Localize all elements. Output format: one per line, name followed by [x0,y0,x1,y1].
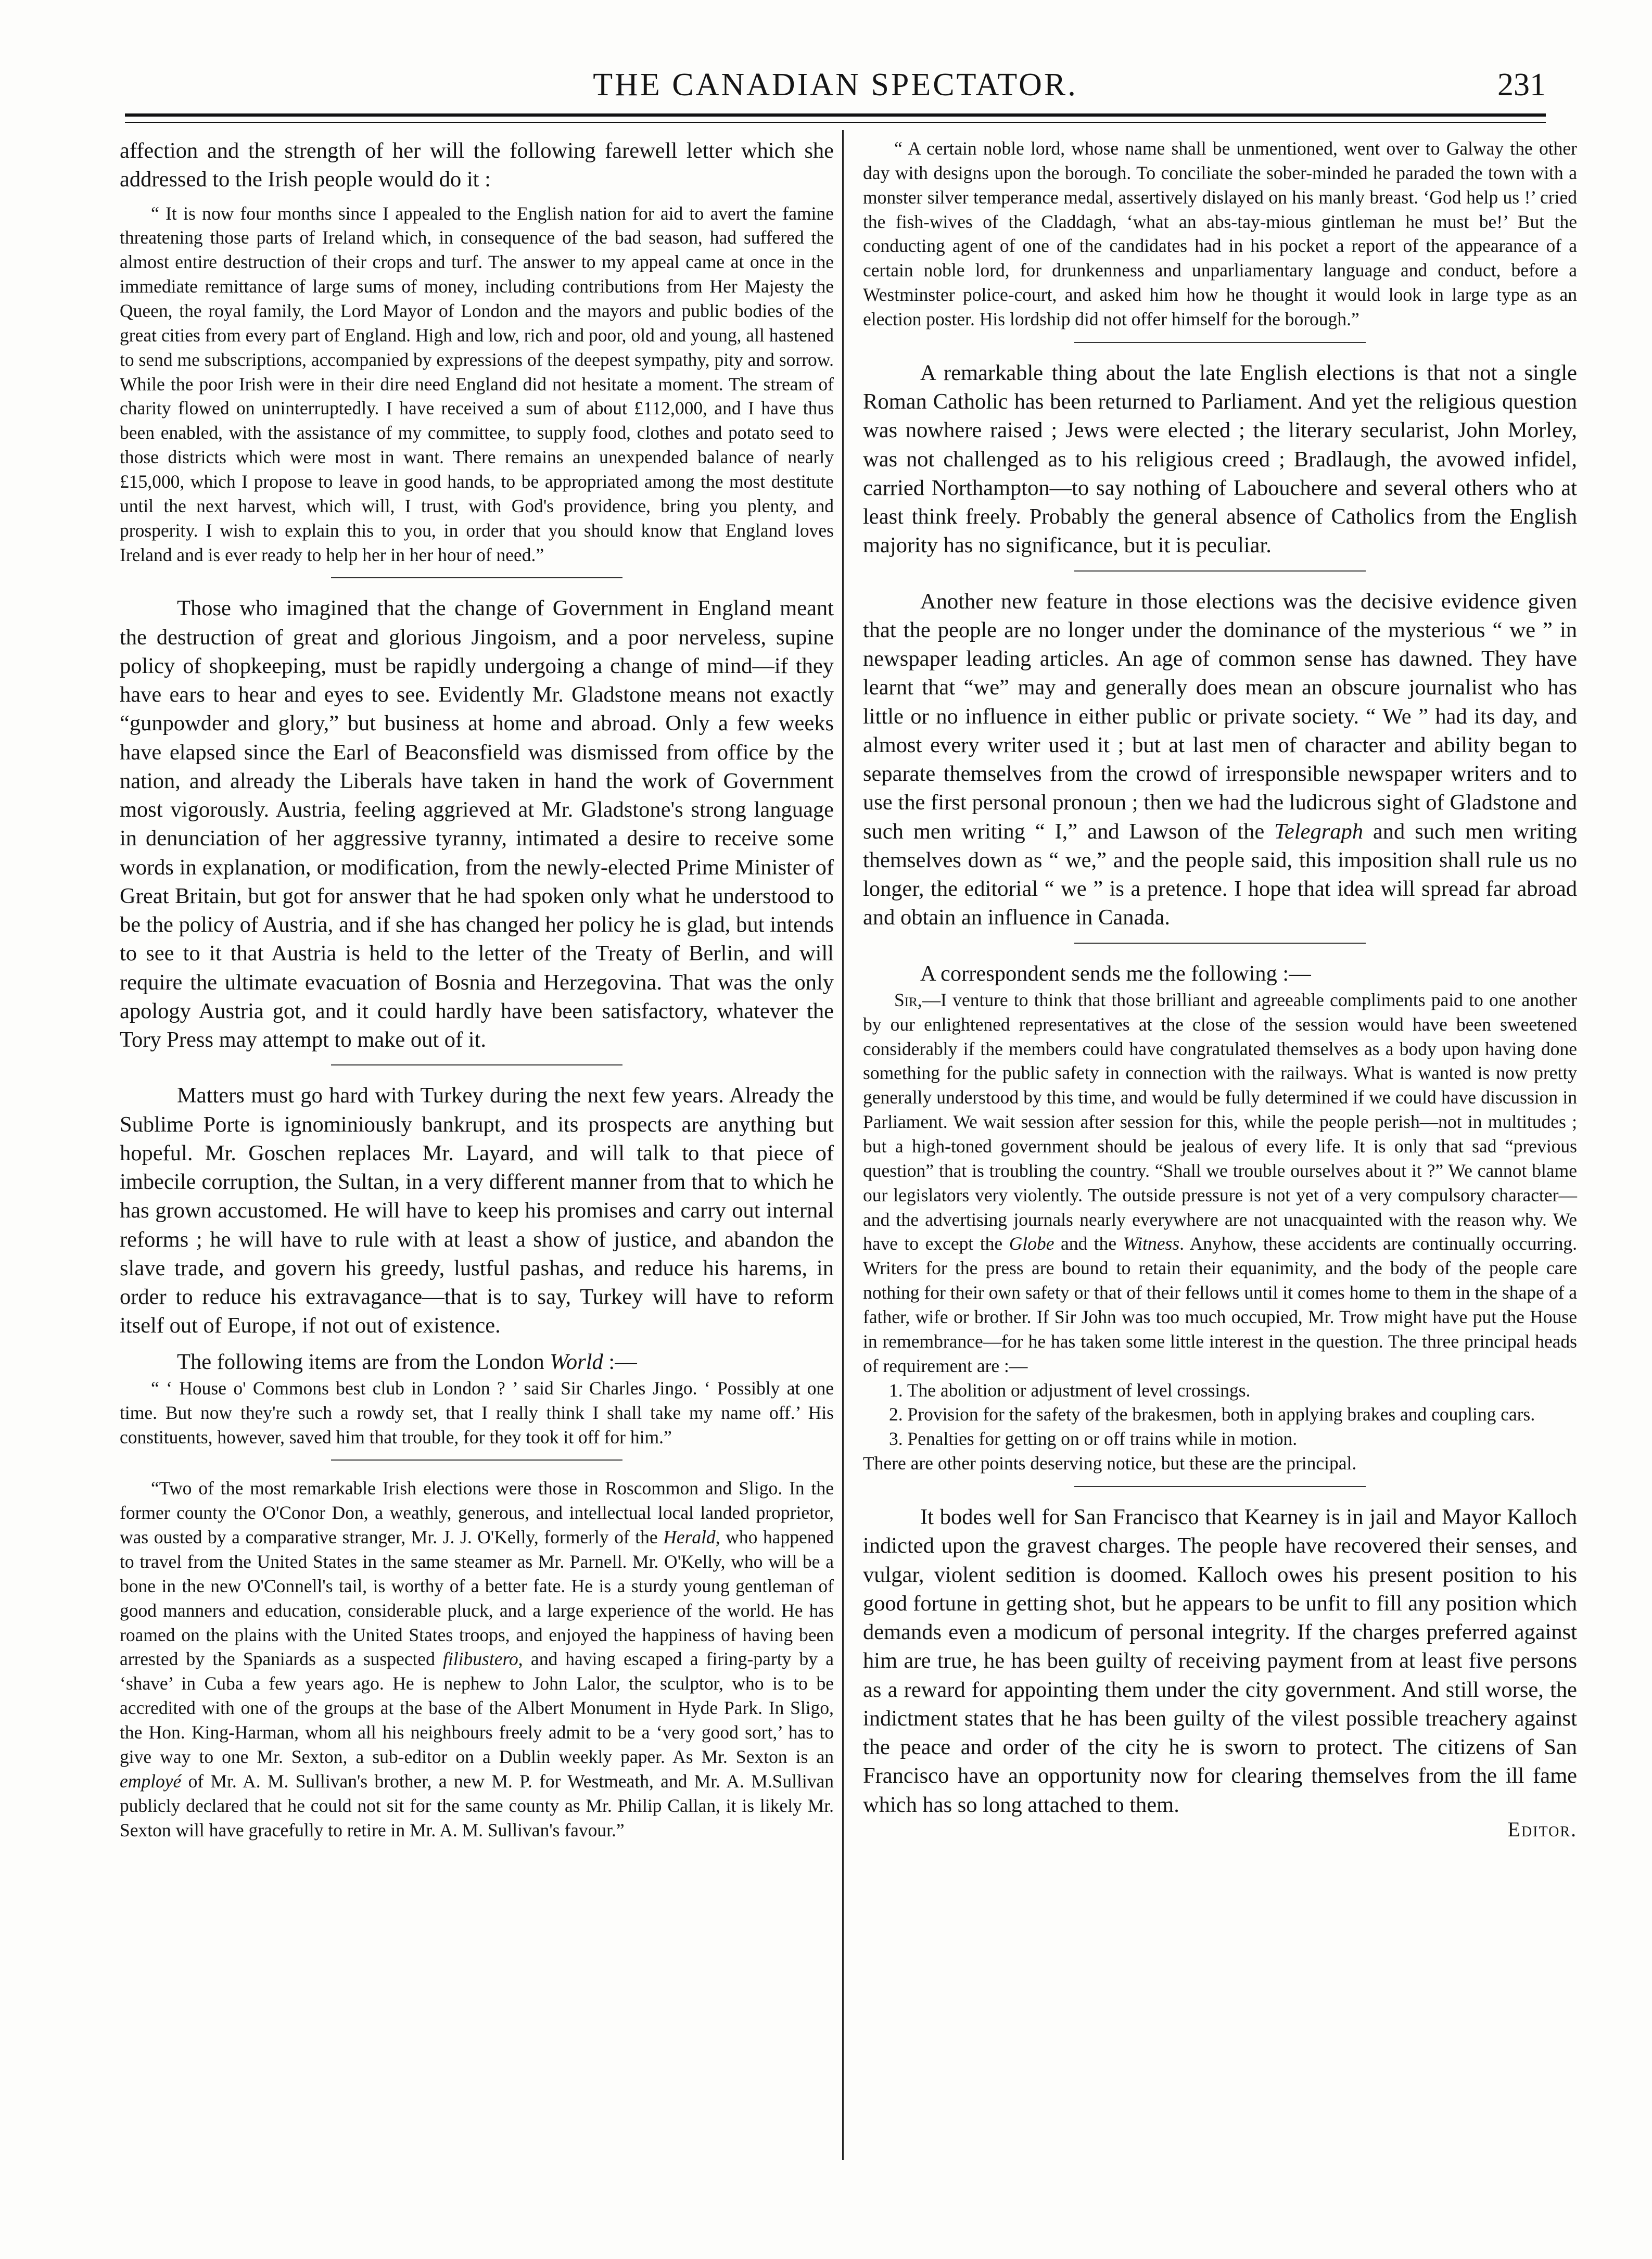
article-paragraph-catholics: A remarkable thing about the late English elections is that not a single Roman Catholic has been returned to Parliament. And yet the religious question was nowhere raised ; Jews were elected ; the literary secularist, John Morley, was not challenged as to his religious creed ; Bradlaugh, the avowed infidel, carried Northampton—to say nothing of Labouchere and several others who at least think freely. Probably the general absence of Catholics from the English majority has no significance, but it is peculiar. [863,360,1577,558]
article-paragraph-correspondent: A correspondent sends me the following :— [920,961,1311,986]
publication-name: World [550,1349,603,1374]
correspondent-letter: Sir,—I venture to think that those brilliant and agreeable compliments paid to one another by our enlightened representatives at the close of the session would have been sweetened considerably if the members could have congratulated themselves as a body upon having done something for the public safety in connection with the railways. What is wanted is now pretty generally understood by this time, and would be fully determined if we could have discussion in Parliament. We wait session after session for this, while the people perish—not in multitudes ; but a high-toned government should be jealous of every life. It is only that sad “previous question” that is troubling the country. “Shall we trouble ourselves about it ?” We cannot blame our legislators very violently. The outside pressure is not yet of a very compulsory character—and the advertising journals nearly everywhere are not unacquainted with the reason why. We have to except the Globe and the Witness. Anyhow, these accidents are continually occurring. Writers for the press are bound to retain their equanimity, and the body of the people care nothing for their own safety or that of their fellows until it comes home to them in the shape of a father, wife or brother. If Sir John was too much occupied, Mr. Trow might have put the House in remembrance—for he has taken some little interest in the question. The three principal heads of requirement are :— [863,989,1577,1376]
quoted-item-jingo: “ ‘ House o' Commons best club in London ? ’ said Sir Charles Jingo. ‘ Possibly at one time. But now they're such a rowdy set, that I really think I shall take my name off.’ His constituents, however, saved him that trouble, for they took it off for him.” [120,1377,834,1448]
article-paragraph: affection and the strength of her will the following farewell letter which she addressed to the Irish people would do it : [120,138,834,192]
page-number: 231 [1497,67,1546,103]
quoted-letter: “ It is now four months since I appealed to the English nation for aid to avert the famine threatening those parts of Ireland which, in consequence of the bad season, had suffered the almost entire destruction of their crops and turf. The answer to my appeal came at once in the immediate remittance of large sums of money, including contributions from Her Majesty the Queen, the royal family, the Lord Mayor of London and the mayors and public bodies of the great cities from every part of England. High and low, rich and poor, old and young, all hastened to send me subscriptions, accompanied by expressions of the deepest sympathy, pity and sorrow. While the poor Irish were in their dire need England did not hesitate a moment. The stream of charity flowed on uninterruptedly. I have received a sum of about £112,000, and I have thus been enabled, with the assistance of my committee, to supply food, clothes and potato seed to those districts which were most in want. There remains an unexpended balance of nearly £15,000, which I propose to leave in good hands, to be appropriated among the most destitute until the next harvest, which will, I trust, with God's providence, bring you plenty, and prosperity. I wish to explain this to you, in order that you should know that England loves Ireland and is ever ready to help her in her hour of need.” [120,202,834,565]
section-separator [331,1460,622,1461]
column-divider [842,130,844,2160]
publication-title: THE CANADIAN SPECTATOR. [593,67,1078,103]
section-separator [1074,570,1366,572]
list-item: 2. Provision for the safety of the brakesmen, both in applying brakes and coupling cars. [889,1404,1535,1425]
left-column [120,136,834,1842]
quoted-item-noble-lord: “ A certain noble lord, whose name shall be unmentioned, went over to Galway the other day with designs upon the borough. To conciliate the sober-minded he paraded the town with a monster silver temperance medal, assertively dislayed on his manly breast. ‘God help us !’ cried the fish-wives of the Claddagh, ‘what an abs-tay-mious gintleman he must be!’ But the conducting agent of one of the candidates had in his pocket a report of the appearance of a certain noble lord, for drunkenness and unparliamentary language and conduct, before a Westminster police-court, and asked him how he thought it would look in large type as an election poster. His lordship did not offer himself for the borough.” [863,138,1577,330]
article-paragraph-gladstone: Those who imagined that the change of Government in England meant the destruction of great and glorious Jingoism, and a poor nerveless, supine policy of shopkeeping, must be rapidly undergoing a change of mind—if they have ears to hear and eyes to see. Evidently Mr. Gladstone means not exactly “gunpowder and glory,” but business at home and abroad. Only a few weeks have elapsed since the Earl of Beaconsfield was dismissed from office by the nation, and already the Liberals have taken in hand the work of Government most vigorously. Austria, feeling aggrieved at Mr. Gladstone's strong language in denunciation of her aggressive tyranny, intimated a desire to receive some words in explanation, or modification, from the newly-elected Prime Minister of Great Britain, but got for answer that he had spoken only what he understood to be the policy of Austria, and if she has changed her policy he is glad, but intends to see to it that Austria is held to the letter of the Treaty of Berlin, and will require the ultimate evacuation of Bosnia and Herzegovina. That was the only apology Austria got, and it could hardly have been satisfactory, whatever the Tory Press may attempt to make out of it. [120,596,834,1052]
list-item: 3. Penalties for getting on or off trains while in motion. [889,1428,1298,1450]
letter-closing: There are other points deserving notice, but these are the principal. [863,1453,1357,1474]
section-separator [1074,943,1366,944]
quoted-item-elections: “Two of the most remarkable Irish elections were those in Roscommon and Sligo. In the former county the O'Conor Don, a weathly, generous, and intellectual local landed proprietor, was ousted by a comparative stranger, Mr. J. J. O'Kelly, formerly of the Herald, who happened to travel from the United States in the same steamer as Mr. Parnell. Mr. O'Kelly, who will be a bone in the new O'Connell's tail, is worthy of a better fate. He is a sturdy young gentleman of good manners and education, considerable pluck, and a large experience of the world. He has roamed on the plains with the United States troops, and enjoyed the happiness of having been arrested by the Spaniards as a suspected filibustero, and having escaped a firing-party by a ‘shave’ in Cuba a few years ago. He is nephew to John Lalor, the sculptor, who is to be accredited with one of the groups at the base of the Albert Monument in Hyde Park. In Sligo, the Hon. King-Harman, whom all his neighbours freely admit to be a ‘very good sort,’ has to give way to one Mr. Sexton, a sub-editor on a Dublin weekly paper. As Mr. Sexton is an employé of Mr. A. M. Sullivan's brother, a new M. P. for Westmeath, and Mr. A. M.Sullivan publicly declared that he could not sit for the same county as Mr. Philip Callan, it is likely Mr. Sexton will have gracefully to retire in Mr. A. M. Sullivan's favour.” [120,1478,834,1841]
section-separator [331,577,622,578]
right-column [863,136,1577,1842]
article-paragraph-world-intro: The following items are from the London World :— [177,1349,637,1374]
header-rule-thick [125,113,1546,117]
section-separator [331,1064,622,1065]
article-paragraph-turkey: Matters must go hard with Turkey during the next few years. Already the Sublime Porte is ignominiously bankrupt, and its prospects are anything but hopeful. Mr. Goschen replaces Mr. Layard, and will talk to that piece of imbecile corruption, the Sultan, in a very different manner from that to which he has grown accustomed. He will have to keep his promises and carry out internal reforms ; he will have to rule with at least a show of justice, and abandon the slave trade, and govern his greedy, lustful pashas, and reduce his harems, in order to reduce his extravagance—that is to say, Turkey will have to reform itself out of Europe, if not out of existence. [120,1083,834,1338]
list-item: 1. The abolition or adjustment of level crossings. [889,1379,1251,1401]
section-separator [1074,342,1366,343]
masthead [125,67,1546,108]
header-rule-thin [125,122,1546,123]
article-paragraph-we: Another new feature in those elections was the decisive evidence given that the people are no longer under the dominance of the mysterious “ we ” in newspaper leading articles. An age of common sense has dawned. They have learnt that “we” may and generally does mean an obscure journalist who has little or no influence in either public or private society. “ We ” had its day, and almost every writer used it ; but at last men of character and ability began to separate themselves from the crowd of irresponsible newspaper writers and to use the first personal pronoun ; then we had the ludicrous sight of Gladstone and such men writing “ I,” and Lawson of the Telegraph and such men writing themselves down as “ we,” and the people said, this imposition shall rule us no longer, the editorial “ we ” is a pretence. I hope that idea will spread far abroad and obtain an influence in Canada. [863,589,1577,930]
editor-signature: Editor. [1507,1817,1577,1841]
requirements-list [889,1378,1577,1452]
section-separator [1074,1486,1366,1487]
article-paragraph-san-francisco: It bodes well for San Francisco that Kearney is in jail and Mayor Kalloch indicted upon the gravest charges. The people have recovered their senses, and vulgar, violent sedition is doomed. Kalloch owes his present position to his good fortune in getting shot, but he appears to be unfit to fill any position which demands even a modicum of personal integrity. If the charges preferred against him are true, he has been guilty of receiving payment from at least five persons as a reward for appointing them under the city government. And still worse, the indictment states that he has been guilty of the vilest possible treachery against the peace and order of the city he is sworn to protect. The citizens of San Francisco have an opportunity now for clearing themselves from the ill fame which has so long attached to them. [863,1505,1577,1817]
letter-salutation: Sir, [894,989,922,1010]
